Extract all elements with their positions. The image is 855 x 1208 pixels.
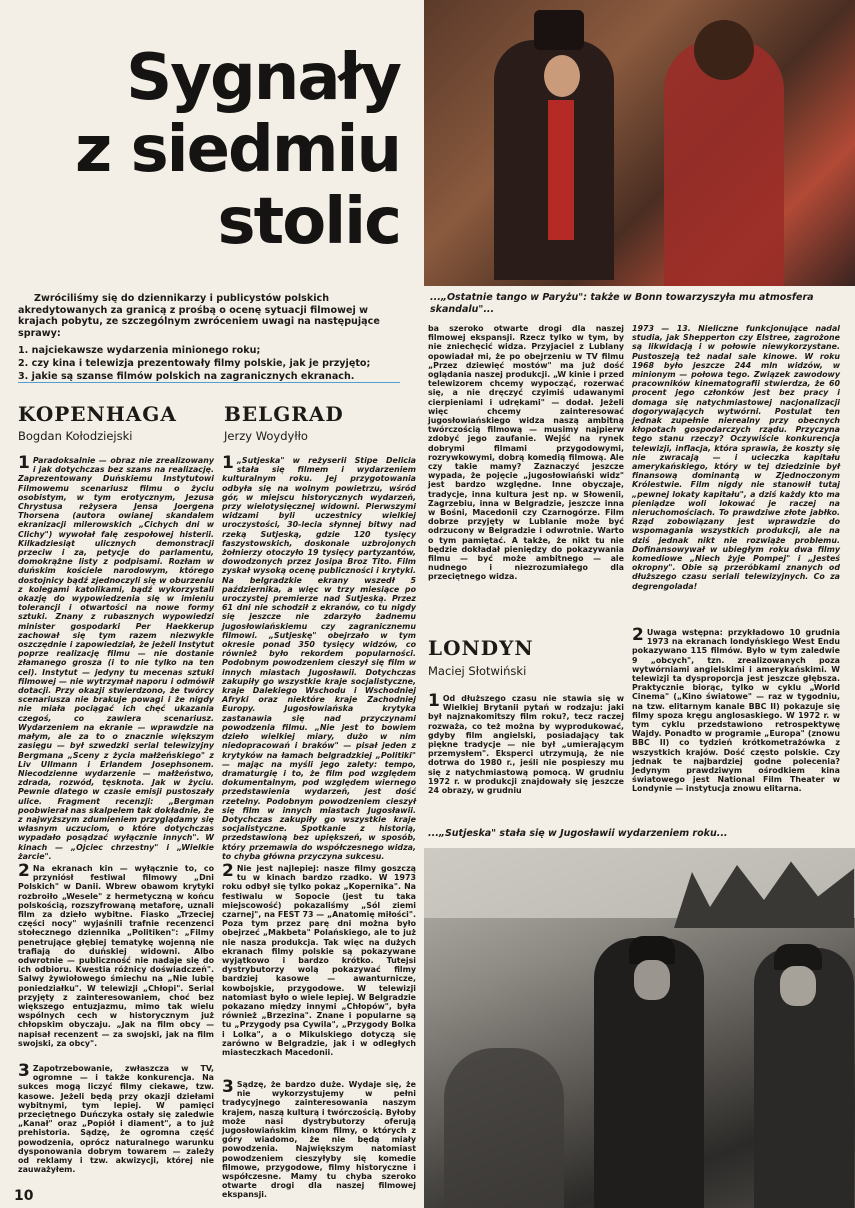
belgrad-author: Jerzy Woydyłło bbox=[224, 429, 308, 443]
belgrad-heading: BELGRAD bbox=[224, 402, 344, 426]
tango-photo bbox=[424, 0, 855, 286]
londyn-answer-1: 1 Od dłuższego czasu nie stawia się w Wielkiej Brytanii pytań w rodzaju: jaki był najznakomitszy film roku?, tecz raczej rozważa, co też można by wyprodukować, gdyby film angielski, posiadający tak piękne tradycje — nie był „umierającym przemysłem". Eksperci utrzymują, że nie dotrwa do 1980 r., jeśli nie pospieszy mu się z natychmiastową pomocą. W grudniu 1972 r. w produkcji znajdowały się jeszcze 24 obrazy, w grudniu bbox=[428, 691, 624, 796]
londyn-answer-2: 2 Uwaga wstępna: przykładowo 10 grudnia 1973 na ekranach londyńskiego West Endu pokazywano 115 filmów. Było w tym zaledwie 9 „obcych", tzn. zrealizowanych poza wytwórniami angielskimi i amerykańskimi. W telewizji ta dysproporcja jest jeszcze głębsza. Praktycznie biorąc, tylko w cyklu „World Cinema" („Kino światowe" — raz w tygodniu, na tzw. elitarnym kanale BBC II) pokazuje się filmy spoza kręgu anglosaskiego. W 1972 r. w tym cyklu przedstawiono retrospektywę Wajdy. Ponadto w programie „Europa" (znowu BBC II) co tydzień krótkometrażówka z wszystkich krajów. Dość często polskie. Czy jednak te najbardziej godne polecenia? Jedynym prawdziwym ośrodkiem kina światowego jest National Film Theater w Londynie — instytucja znowu elitarna. bbox=[632, 625, 840, 794]
londyn-answer-1-continued: 1973 — 13. Nieliczne funkcjonujące nadal studia, jak Shepperton czy Elstree, zagrożone są likwidacją i w połowie niewykorzystane. Pustoszeją też nadal sale kinowe. W roku 1968 było jeszcze 244 mln widzów, w minionym — połowa tego. Związek zawodowy pracowników kinematografii stwierdza, że 60 procent jego członków jest bez pracy i domaga się natychmiastowej nacjonalizacji dogorywających wytwórni. Postulat ten jednak zupełnie nierealny przy obecnych kłopotach gospodarczych rządu. Przyczyna tego stanu rzeczy? Oczywiście konkurencja telewizji, inflacja, która sprawia, że koszty się nie zwracają — i ucieczka kapitału amerykańskiego, który w tej dziedzinie był finansową dominantą w Zjednoczonym Królestwie. Film nigdy nie stanowił tutaj „pewnej lokaty kapitału", a dziś każdy kto ma pieniądze woli lokować je raczej na nieruchomościach. To prawdziwe złote jabłko. Rząd zobowiązany jest wprawdzie do wspomagania wszystkich produkcji, ale na dziś jednak nikt nie rozwiąże problemu. Dofinansowywał w ubiegłym roku dwa filmy komediowe „Niech żyje Pompej" i „Jesteś okropny". Obie są przeróbkami znanych od dłuższego czasu seriali telewizyjnych. Co za degrengolada! bbox=[632, 324, 840, 591]
intro-item: 3. jakie są szanse filmów polskich na zagranicznych ekranach. bbox=[18, 370, 355, 382]
intro-block bbox=[18, 293, 400, 383]
bottom-photo-caption: ...„Sutjeska" stała się w Jugosławii wydarzeniem roku... bbox=[428, 828, 728, 839]
belgrad-answer-1: 1 „Sutjeska" w reżyserii Stipe Delicia stała się filmem i wydarzeniem kulturalnym roku. Jej przygotowania odbyła się na wolnym powietrzu, wśród gór, w miejscu historycznych wydarzeń, przy wielotysięcznej widowni. Pierwszymi widzami byli uczestnicy wielkiej uroczystości, 30-lecia słynnej bitwy nad rzeką Sutjeską, gdzie 120 tysięcy faszystowskich, doskonale uzbrojonych żołnierzy otoczyło 19 tysięcy partyzantów, dowodzonych przez Josipa Broz Tito. Film zyskał wysoką ocenę publiczności i krytyki. Na belgradzkie ekrany wszedł 5 października, a więc w trzy miesiące po uroczystej premierze nad Sutjeską. Przez 61 dni nie schodził z ekranów, co tu nigdy się jeszcze nie zdarzyło żadnemu jugosłowiańskiemu czy zagranicznemu filmowi. „Sutjeskę" obejrzało w tym okresie ponad 350 tysięcy widzów, co również było rekordem popularności. Podobnym powodzeniem cieszył się film w innych miastach Jugosławii. Dotychczas zakupiły go wszystkie kraje socjalistyczne, kraje Dalekiego Wschodu i Wschodniej Afryki oraz niektóre kraje Zachodniej Europy. Jugosłowiańska krytyka zastanawia się nad przyczynami powodzenia filmu. „Nie jest to bowiem dzieło wielkiej miary, dużo w nim niedopracowań i braków" — pisał jeden z krytyków na łamach belgradzkiej „Politiki" — mając na myśli jego zalety: tempo, dramaturgię i to, że film pod względem dokumentalnym, pod względem wiernego przedstawienia wydarzeń, jest dość rzetelny. Podobnym powodzeniem cieszył się film w innych miastach Jugosławii. Dotychczas zakupiły go wszystkie kraje socjalistyczne. Spotkanie z historią, przedstawioną bez upiększeń, w sposób, który przemawia do współczesnego widza, to chyba główna przyczyna sukcesu. bbox=[222, 453, 416, 861]
belgrad-answer-3: 3 Sądzę, że bardzo duże. Wydaje się, że nie wykorzystujemy w pełni tradycyjnego zainteresowania naszym krajem, naszą kulturą i twórczością. Byłoby może nasi dystrybutorzy oferują jugosłowiańskim kinom filmy, o których z góry wiadomo, że nie będą miały powodzenia. Największym natomiast powodzeniem cieszyłyby się komedie filmowe, przygodowe, filmy historyczne i współczesne. Mamy tu chyba szeroko otwarte drogi dla naszej filmowej ekspansji. bbox=[222, 1077, 416, 1200]
sutjeska-photo bbox=[424, 848, 855, 1208]
belgrad-answer-3-continued: ba szeroko otwarte drogi dla naszej filmowej ekspansji. Rzecz tylko w tym, by nie zniechęcić widza. Przyjaciel z Lublany opowiadał mi, że po obejrzeniu w TV filmu „Przez dziewięć mostów" ma już dość oglądania naszej produkcji. „W kinie i przed telewizorem chcemy wypocząć, rozerwać się, a nie dręczyć czyimiś udawanymi cierpieniami i udrękami" — dodał. Jeżeli więc chcemy zainteresować jugosłowiańskiego widza naszą ambitną twórczością filmową — musimy najpierw zdobyć jego zaufanie. Wejść na rynek dobrymi filmami przygodowymi, rozrywkowymi, dobrą komedią filmową. Ale czy takie mamy? Zaznaczyć jeszcze wypada, że pojęcie „jugosłowiański widz" jest bardzo względne. Inne obyczaje, tradycje, inna kultura jest np. w Słowenii, Zagrzebiu, inna w Belgradzie, jeszcze inna w Bośni, Macedonii czy Czarnogórze. Film dobrze przyjęty w Lublanie może być odrzucony w Belgradzie i odwrotnie. Warto o tym pamiętać. A także, że nikt tu nie będzie dokładał pieniędzy do pokazywania filmu — być może ambitnego — ale nudnego i niezrozumiałego dla przeciętnego widza. bbox=[428, 324, 624, 582]
page-title bbox=[40, 42, 400, 258]
intro-list bbox=[18, 345, 400, 382]
londyn-heading: LONDYN bbox=[428, 636, 534, 660]
top-photo-caption: ...„Ostatnie tango w Paryżu": także w Bonn towarzyszyła mu atmosfera skandalu"... bbox=[430, 292, 814, 315]
kopenhaga-answer-1: 1 Paradoksalnie — obraz nie zrealizowany i jak dotychczas bez szans na realizację. Zaprezentowany Duńskiemu Instytutowi Filmowemu scenariusz filmu o życiu osobistym, w tym erotycznym, Jezusa Chrystusa reżysera Jensa Joergena Thorsena (autora owianej skandalem ekranizacji milerowskich „Cichych dni w Clichy") wywołał falę zespołowej histerii. Kilkadziesiąt ulicznych demonstracji przeciw i za, petycje do parlamentu, domokrążne listy z podpisami. Rozłam w duńskim kościele narodowym, którego dostojnicy bądź zjednoczyli się w oburzeniu z kolegami katolikami, bądź wykorzystali okazję do wypowiedzenia się w imieniu tolerancji i otwartości na nowe formy sztuki. Znany z rubasznych wypowiedzi minister gospodarki Per Haekkerup zachował się tym razem niezwykle oszczędnie i zapowiedział, że jeżeli Instytut poprze realizację filmu — nie dostanie złamanego grosza (i to nie tylko na ten cel). Instytut — jedyny tu mecenas sztuki filmowej — nie wytrzymał naporu i odmówił dotacji. Przy okazji stwierdzono, że twórcy scenariusza nie brakuje powagi i że nigdy nie miała pociągać ich chęć ukazania czegoś, co zawiera scenariusz. Wydarzeniem na ekranie — wprawdzie na małym, ale za to o znacznie większym zasięgu — był szwedzki serial telewizyjny Bergmana „Sceny z życia małżeńskiego" z Liv Ullmann i Erlandem Josephsonem. Niecodzienne wydarzenie — małżeństwo, zdrada, rozwód, tęsknota. Jak w życiu. Pewnie dlatego w czasie emisji pustoszały ulice. Fragment recenzji: „Bergman poobwierał nas skalpelem tak dokładnie, że z najwyższym zdumieniem przyglądamy się własnym uczuciom, o które dotychczas wypadało posądzać wyłącznie innych". W kinach — „Ojciec chrzestny" i „Wielkie żarcie". bbox=[18, 453, 214, 861]
belgrad-answer-2: 2 Nie jest najlepiej: nasze filmy goszczą tu w kinach bardzo rzadko. W 1973 roku odbył się tylko pokaz „Kopernika". Na festiwalu w Sopocie (jest tu taka miejscowość) pokazaliśmy „Sól ziemi czarnej", na FEST 73 — „Anatomię miłości". Poza tym przez parę dni można było obejrzeć „Makbeta" Polańskiego, ale to już nie nasza produkcja. Tak więc na dużych ekranach filmy polskie są pokazywane wyjątkowo i bardzo krótko. Tutejsi dystrybutorzy wolą pokazywać filmy bardziej kasowe — awanturnicze, kowbojskie, przygodowe. W telewizji natomiast było o wiele lepiej. W Belgradzie pokazano między innymi „Chłopów", była również „Brzezina". Znane i popularne są tu „Przygody psa Cywila", „Przygody Bolka i Lolka", a o Mikulskiego dotyczą się zarówno w Belgradzie, jak i w odległych miasteczkach Macedonii. bbox=[222, 861, 416, 1058]
kopenhaga-answer-2: 2 Na ekranach kin — wyłącznie to, co przyniósł festiwal filmowy „Dni Polskich" w Danii. Wbrew obawom krytyki rozbroiło „Wesele" z hermetyczną w końcu polskością, rozszyfrowaną metaforę, uznali film za dzieło wybitne. Fiasko „Trzeciej części nocy" wyjaśnili trafnie recenzenci stołecznego dziennika „Politiken": „Filmy penetrujące głębiej tematykę wojenną nie trafiają do duńskiej widowni. Albo odwrotnie — publiczność nie nadaje się do ich odbioru. Kwestia różnicy doświadczeń". Salwy żywiołowego śmiechu na „Nie lubię poniedziałku". W telewizji „Chłopi". Serial przyjęty z zainteresowaniem, choć bez większego entuzjazmu, mimo tak wielu wspólnych cech w historycznym już chłopskim obyczaju. „Jak na film obcy — napisał recenzent — za swojski, jak na film swojski, za obcy". bbox=[18, 861, 214, 1048]
londyn-author: Maciej Słotwiński bbox=[428, 664, 527, 678]
title-line-3: stolic bbox=[217, 185, 400, 259]
title-line-1: Sygnały bbox=[126, 41, 400, 115]
title-line-2: z siedmiu bbox=[75, 113, 400, 187]
intro-text: Zwróciliśmy się do dziennikarzy i publicystów polskich akredytowanych za granicą z prośbą o ocenę sytuacji filmowej w krajach pobytu, ze szczególnym zwróceniem uwagi na następujące sprawy: bbox=[18, 293, 380, 339]
kopenhaga-heading: KOPENHAGA bbox=[18, 402, 177, 426]
intro-item: 2. czy kina i telewizja prezentowały filmy polskie, jak je przyjęto; bbox=[18, 357, 371, 369]
kopenhaga-answer-3: 3 Zapotrzebowanie, zwłaszcza w TV, ogromne — i także konkurencja. Na sukces mogą liczyć filmy ciekawe, tzw. kasowe. Jeżeli będą przy okazji dziełami wybitnymi, tym lepiej. W pamięci przeciętnego Duńczyka ostały się zaledwie „Kanał" oraz „Popiół i diament", a to już prehistoria. Sądzę, że ogromna część powodzenia, oprócz naturalnego warunku dysponowania dobrym towarem — zależy od reklamy i tzw. akwizycji, której nie zauważyłem. bbox=[18, 1061, 214, 1175]
intro-item: 1. najciekawsze wydarzenia minionego roku; bbox=[18, 345, 261, 357]
kopenhaga-author: Bogdan Kołodziejski bbox=[18, 429, 133, 443]
page-number: 10 bbox=[14, 1188, 34, 1204]
divider bbox=[18, 382, 400, 383]
